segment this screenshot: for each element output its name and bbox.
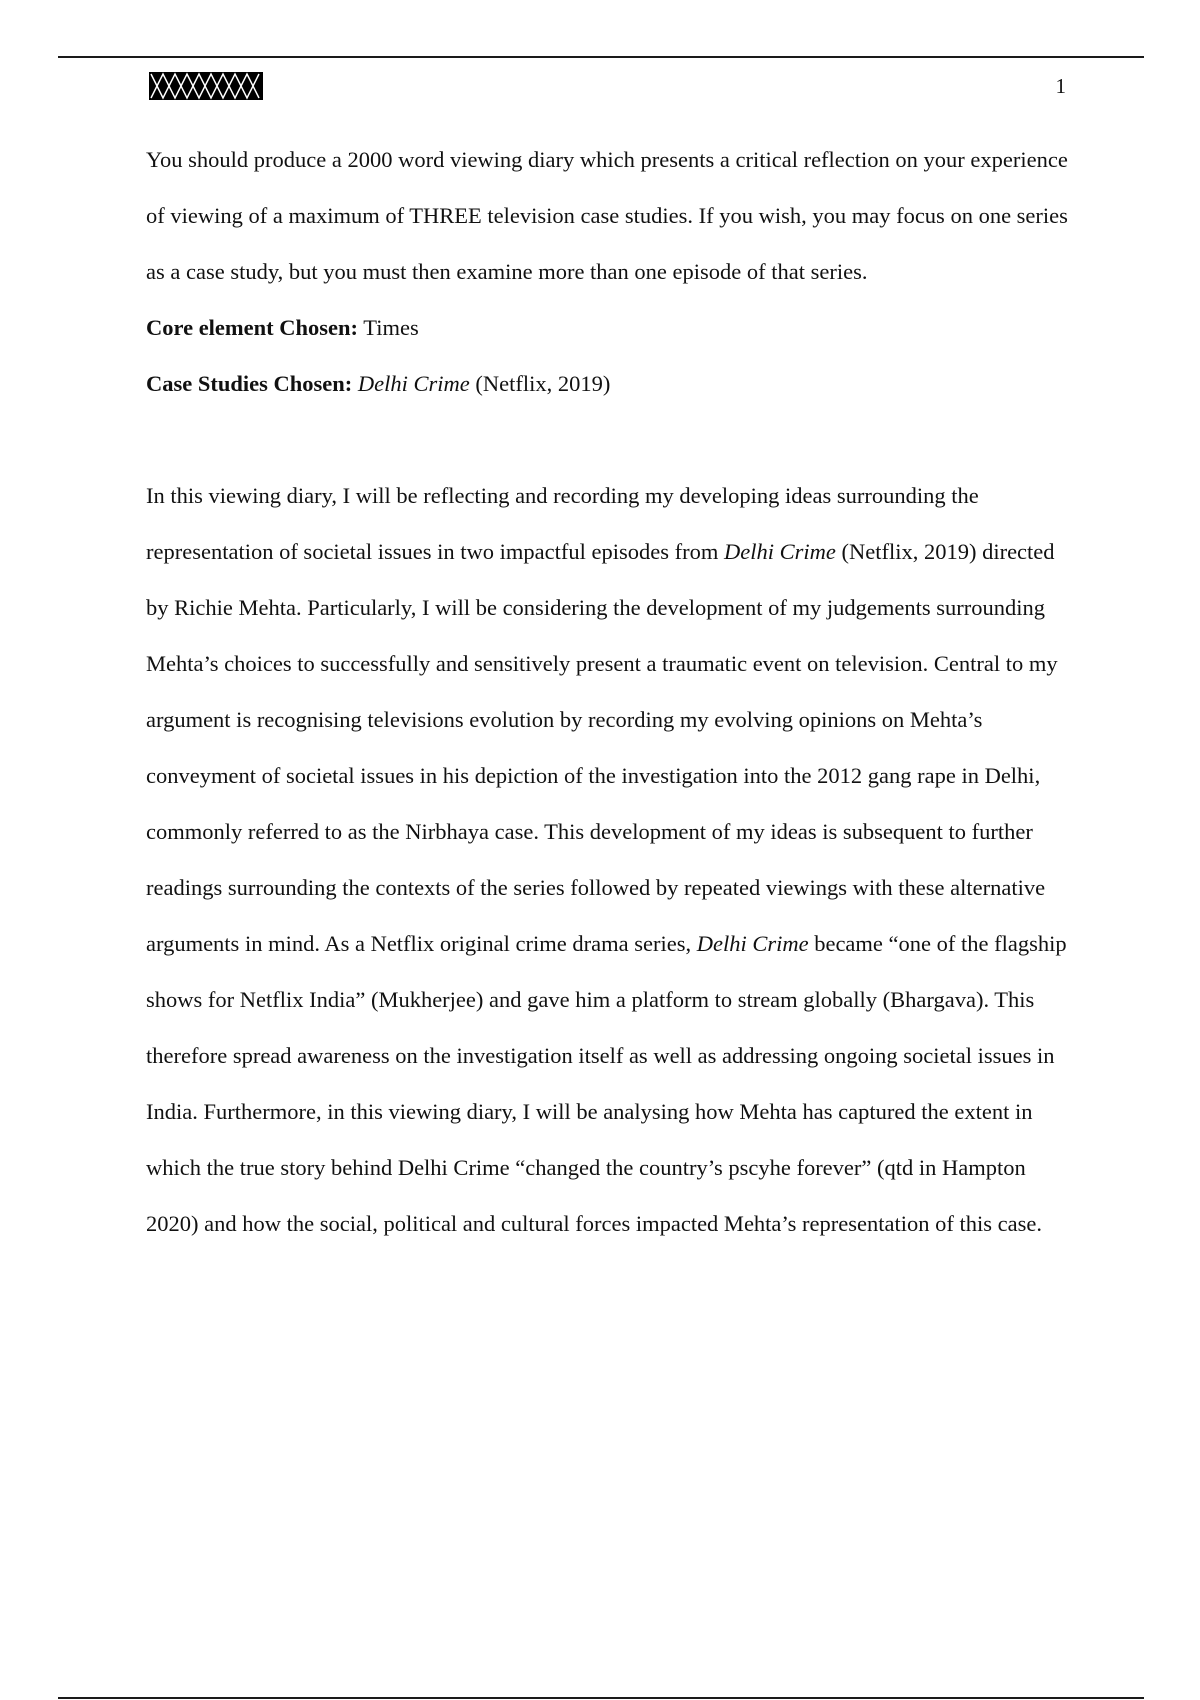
document-body: [146, 132, 1076, 1252]
case-studies-line: [146, 356, 1076, 412]
intro-series-title-2: Delhi Crime: [696, 931, 809, 956]
assignment-prompt: You should produce a 2000 word viewing diary which presents a critical reflection on your experience of viewing of a maximum of THREE television case studies. If you wish, you may focus on one series as a case study, but you must then examine more than one episode of that series.: [146, 147, 1068, 284]
case-studies-label: Case Studies Chosen:: [146, 371, 353, 396]
redaction-block-icon: [149, 72, 263, 100]
intro-text-2: (Netflix, 2019) directed by Richie Mehta. Particularly, I will be considering the development of my judgements surrounding Mehta’s choices to successfully and sensitively present a traumatic event on television. Central to my argument is recognising televisions evolution by recording my evolving opinions on Mehta’s conveyment of societal issues in his depiction of the investigation into the 2012 gang rape in Delhi, commonly referred to as the Nirbhaya case. This development of my ideas is subsequent to further readings surrounding the contexts of the series followed by repeated viewings with these alternative arguments in mind. As a Netflix original crime drama series,: [146, 539, 1058, 956]
core-element-value: Times: [363, 315, 419, 340]
case-study-details: (Netflix, 2019): [475, 371, 611, 396]
page-number: 1: [1055, 74, 1066, 98]
intro-text-3: became “one of the flagship shows for Netflix India” (Mukherjee) and gave him a platform to stream globally (Bhargava). This therefore spread awareness on the investigation itself as well as addressing ongoing societal issues in India. Furthermore, in this viewing diary, I will be analysing how Mehta has captured the extent in which the true story behind Delhi Crime “changed the country’s pscyhe forever” (qtd in Hampton 2020) and how the social, political and cultural forces impacted Mehta’s representation of this case.: [146, 931, 1067, 1236]
header-rule: [58, 56, 1144, 58]
intro-series-title-1: Delhi Crime: [723, 539, 836, 564]
core-element-line: [146, 300, 1076, 356]
intro-text-1: In this viewing diary, I will be reflecting and recording my developing ideas surrounding the representation of societal issues in two impactful episodes from: [146, 483, 979, 564]
core-element-label: Core element Chosen:: [146, 315, 359, 340]
footer-rule: [58, 1697, 1144, 1699]
case-study-title: Delhi Crime: [357, 371, 470, 396]
intro-paragraph: [146, 468, 1076, 1252]
paragraph-spacer: [146, 412, 1076, 468]
